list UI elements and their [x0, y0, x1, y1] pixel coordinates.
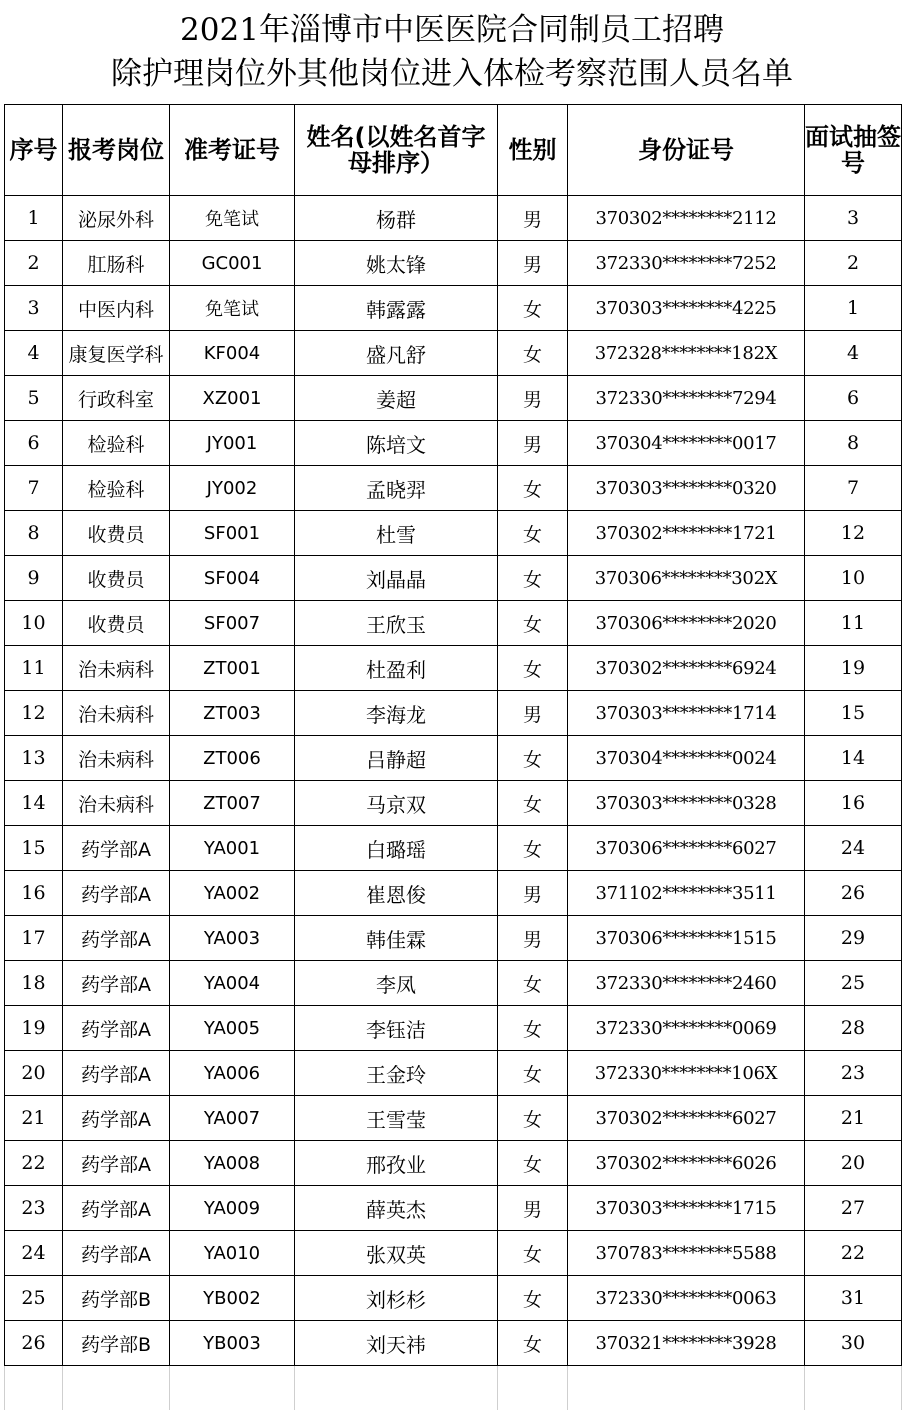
- table-row: [5, 1141, 902, 1186]
- cell-draw-no: 31: [805, 1276, 902, 1321]
- cell-post: 药学部A: [63, 916, 170, 961]
- cell-id-no: 370304********0017: [568, 421, 805, 466]
- cell-id-no: 372330********2460: [568, 961, 805, 1006]
- cell-exam-no: YA003: [170, 916, 295, 961]
- cell-seq: 4: [5, 331, 63, 376]
- cell-id-no: 370302********6027: [568, 1096, 805, 1141]
- cell-post: 肛肠科: [63, 241, 170, 286]
- cell-post: 药学部A: [63, 1006, 170, 1051]
- table-row: [5, 286, 902, 331]
- cell-exam-no: SF007: [170, 601, 295, 646]
- cell-name: 李海龙: [295, 691, 498, 736]
- header-seq: 序号: [5, 105, 63, 196]
- cell-seq: 15: [5, 826, 63, 871]
- cell-id-no: 370303********4225: [568, 286, 805, 331]
- cell-seq: 2: [5, 241, 63, 286]
- cell-gender: 女: [498, 1096, 568, 1141]
- cell-post: 中医内科: [63, 286, 170, 331]
- cell-name: 刘杉杉: [295, 1276, 498, 1321]
- cell-exam-no: SF001: [170, 511, 295, 556]
- cell-gender: 女: [498, 1231, 568, 1276]
- table-row: [5, 691, 902, 736]
- cell-exam-no: GC001: [170, 241, 295, 286]
- cell-draw-no: 25: [805, 961, 902, 1006]
- cell-name: 陈培文: [295, 421, 498, 466]
- cell-gender: 女: [498, 736, 568, 781]
- cell-exam-no: YA006: [170, 1051, 295, 1096]
- table-row: [5, 826, 902, 871]
- cell-gender: 女: [498, 1051, 568, 1096]
- cell-id-no: 372330********0063: [568, 1276, 805, 1321]
- cell-seq: 8: [5, 511, 63, 556]
- cell-exam-no: 免笔试: [170, 286, 295, 331]
- cell-draw-no: 11: [805, 601, 902, 646]
- cell-post: 治未病科: [63, 646, 170, 691]
- table-row: [5, 1096, 902, 1141]
- header-draw-no: 面试抽签号: [805, 105, 902, 196]
- cell-draw-no: 4: [805, 331, 902, 376]
- cell-gender: 男: [498, 691, 568, 736]
- cell-gender: 男: [498, 376, 568, 421]
- cell-post: 治未病科: [63, 781, 170, 826]
- cell-name: 杜雪: [295, 511, 498, 556]
- cell-seq: 10: [5, 601, 63, 646]
- cell-post: 药学部A: [63, 826, 170, 871]
- cell-name: 崔恩俊: [295, 871, 498, 916]
- cell-post: 药学部A: [63, 1051, 170, 1096]
- cell-post: 检验科: [63, 466, 170, 511]
- cell-post: 药学部A: [63, 1186, 170, 1231]
- cell-draw-no: 30: [805, 1321, 902, 1366]
- title-line-1: 2021年淄博市中医医院合同制员工招聘: [0, 0, 904, 52]
- cell-gender: 女: [498, 646, 568, 691]
- cell-post: 药学部A: [63, 1231, 170, 1276]
- cell-name: 韩佳霖: [295, 916, 498, 961]
- header-post: 报考岗位: [63, 105, 170, 196]
- cell-seq: 18: [5, 961, 63, 1006]
- cell-exam-no: YA004: [170, 961, 295, 1006]
- cell-id-no: 370303********1715: [568, 1186, 805, 1231]
- cell-id-no: 370304********0024: [568, 736, 805, 781]
- cell-exam-no: YB003: [170, 1321, 295, 1366]
- cell-seq: 12: [5, 691, 63, 736]
- cell-draw-no: 19: [805, 646, 902, 691]
- cell-seq: 25: [5, 1276, 63, 1321]
- cell-seq: 19: [5, 1006, 63, 1051]
- cell-gender: 女: [498, 556, 568, 601]
- cell-id-no: 372330********7252: [568, 241, 805, 286]
- cell-post: 药学部A: [63, 1096, 170, 1141]
- cell-id-no: 371102********3511: [568, 871, 805, 916]
- header-name: 姓名(以姓名首字母排序）: [295, 105, 498, 196]
- cell-id-no: 372330********7294: [568, 376, 805, 421]
- cell-draw-no: 16: [805, 781, 902, 826]
- table-row: [5, 871, 902, 916]
- cell-id-no: 372328********182X: [568, 331, 805, 376]
- cell-name: 邢孜业: [295, 1141, 498, 1186]
- cell-draw-no: 28: [805, 1006, 902, 1051]
- cell-gender: 男: [498, 916, 568, 961]
- cell-seq: 3: [5, 286, 63, 331]
- table-row: [5, 1051, 902, 1096]
- candidate-table: [4, 104, 902, 1410]
- cell-seq: 16: [5, 871, 63, 916]
- cell-id-no: 370783********5588: [568, 1231, 805, 1276]
- cell-seq: 26: [5, 1321, 63, 1366]
- cell-exam-no: YA009: [170, 1186, 295, 1231]
- cell-seq: 20: [5, 1051, 63, 1096]
- cell-seq: 1: [5, 196, 63, 241]
- cell-seq: 13: [5, 736, 63, 781]
- cell-post: 治未病科: [63, 736, 170, 781]
- cell-name: 杨群: [295, 196, 498, 241]
- cell-gender: 女: [498, 511, 568, 556]
- cell-seq: 11: [5, 646, 63, 691]
- cell-name: 李凤: [295, 961, 498, 1006]
- cell-post: 药学部A: [63, 871, 170, 916]
- cell-draw-no: 1: [805, 286, 902, 331]
- cell-id-no: 370306********2020: [568, 601, 805, 646]
- title-line-2: 除护理岗位外其他岗位进入体检考察范围人员名单: [0, 52, 904, 96]
- cell-post: 收费员: [63, 601, 170, 646]
- cell-post: 行政科室: [63, 376, 170, 421]
- table-row: [5, 961, 902, 1006]
- header-row: [5, 105, 902, 196]
- cell-id-no: 370302********6924: [568, 646, 805, 691]
- cell-id-no: 370302********1721: [568, 511, 805, 556]
- cell-draw-no: 26: [805, 871, 902, 916]
- cell-name: 孟晓羿: [295, 466, 498, 511]
- page-title: [0, 0, 904, 104]
- table-row: [5, 1321, 902, 1366]
- cell-exam-no: YA010: [170, 1231, 295, 1276]
- cell-gender: 男: [498, 421, 568, 466]
- cell-post: 收费员: [63, 511, 170, 556]
- cell-name: 吕静超: [295, 736, 498, 781]
- cell-seq: 17: [5, 916, 63, 961]
- cell-seq: 21: [5, 1096, 63, 1141]
- table-row: [5, 736, 902, 781]
- table-row: [5, 511, 902, 556]
- table-row: [5, 556, 902, 601]
- cell-exam-no: ZT001: [170, 646, 295, 691]
- cell-name: 姚太锋: [295, 241, 498, 286]
- table-row: [5, 421, 902, 466]
- cell-draw-no: 8: [805, 421, 902, 466]
- cell-name: 马京双: [295, 781, 498, 826]
- cell-draw-no: 22: [805, 1231, 902, 1276]
- cell-id-no: 370306********1515: [568, 916, 805, 961]
- cell-post: 药学部A: [63, 1141, 170, 1186]
- cell-gender: 女: [498, 286, 568, 331]
- table-row: [5, 376, 902, 421]
- cell-name: 姜超: [295, 376, 498, 421]
- cell-gender: 男: [498, 1186, 568, 1231]
- cell-name: 刘晶晶: [295, 556, 498, 601]
- cell-exam-no: XZ001: [170, 376, 295, 421]
- cell-id-no: 370302********6026: [568, 1141, 805, 1186]
- cell-id-no: 370321********3928: [568, 1321, 805, 1366]
- cell-exam-no: ZT003: [170, 691, 295, 736]
- cell-name: 杜盈利: [295, 646, 498, 691]
- cell-post: 药学部B: [63, 1321, 170, 1366]
- cell-seq: 23: [5, 1186, 63, 1231]
- cell-seq: 14: [5, 781, 63, 826]
- cell-name: 盛凡舒: [295, 331, 498, 376]
- cell-draw-no: 21: [805, 1096, 902, 1141]
- cell-draw-no: 14: [805, 736, 902, 781]
- cell-gender: 男: [498, 196, 568, 241]
- cell-gender: 女: [498, 1321, 568, 1366]
- table-body: [5, 196, 902, 1410]
- cell-exam-no: YB002: [170, 1276, 295, 1321]
- cell-exam-no: SF004: [170, 556, 295, 601]
- cell-id-no: 370302********2112: [568, 196, 805, 241]
- cell-gender: 女: [498, 1141, 568, 1186]
- cell-draw-no: 3: [805, 196, 902, 241]
- table-row: [5, 196, 902, 241]
- cell-seq: 24: [5, 1231, 63, 1276]
- table-row: [5, 1186, 902, 1231]
- cell-gender: 女: [498, 826, 568, 871]
- cell-draw-no: 2: [805, 241, 902, 286]
- cell-seq: 5: [5, 376, 63, 421]
- cell-draw-no: 15: [805, 691, 902, 736]
- cell-id-no: 370303********1714: [568, 691, 805, 736]
- cell-draw-no: 20: [805, 1141, 902, 1186]
- cell-draw-no: 23: [805, 1051, 902, 1096]
- cell-gender: 女: [498, 466, 568, 511]
- cell-gender: 女: [498, 331, 568, 376]
- cell-exam-no: KF004: [170, 331, 295, 376]
- cell-exam-no: YA002: [170, 871, 295, 916]
- cell-post: 治未病科: [63, 691, 170, 736]
- cell-gender: 女: [498, 1276, 568, 1321]
- header-id-no: 身份证号: [568, 105, 805, 196]
- cell-name: 李钰洁: [295, 1006, 498, 1051]
- cell-seq: 7: [5, 466, 63, 511]
- cell-exam-no: YA007: [170, 1096, 295, 1141]
- cell-gender: 女: [498, 781, 568, 826]
- cell-gender: 男: [498, 241, 568, 286]
- cell-exam-no: JY002: [170, 466, 295, 511]
- table-row: [5, 646, 902, 691]
- cell-name: 张双英: [295, 1231, 498, 1276]
- cell-exam-no: YA001: [170, 826, 295, 871]
- cell-exam-no: YA005: [170, 1006, 295, 1051]
- cell-seq: 9: [5, 556, 63, 601]
- cell-id-no: 370303********0320: [568, 466, 805, 511]
- cell-gender: 女: [498, 1006, 568, 1051]
- cell-draw-no: 12: [805, 511, 902, 556]
- cell-draw-no: 27: [805, 1186, 902, 1231]
- cell-seq: 6: [5, 421, 63, 466]
- table-row: [5, 241, 902, 286]
- table-row: [5, 781, 902, 826]
- table-row: [5, 466, 902, 511]
- cell-exam-no: 免笔试: [170, 196, 295, 241]
- cell-name: 韩露露: [295, 286, 498, 331]
- cell-post: 药学部B: [63, 1276, 170, 1321]
- cell-draw-no: 7: [805, 466, 902, 511]
- cell-draw-no: 10: [805, 556, 902, 601]
- cell-post: 收费员: [63, 556, 170, 601]
- cell-post: 药学部A: [63, 961, 170, 1006]
- header-gender: 性别: [498, 105, 568, 196]
- cell-name: 王雪莹: [295, 1096, 498, 1141]
- table-row: [5, 1006, 902, 1051]
- cell-gender: 女: [498, 601, 568, 646]
- cell-post: 检验科: [63, 421, 170, 466]
- cell-draw-no: 29: [805, 916, 902, 961]
- cell-id-no: 372330********106X: [568, 1051, 805, 1096]
- cell-name: 王金玲: [295, 1051, 498, 1096]
- cell-name: 刘天祎: [295, 1321, 498, 1366]
- table-row: [5, 331, 902, 376]
- table-row: [5, 1276, 902, 1321]
- cell-name: 薛英杰: [295, 1186, 498, 1231]
- cell-draw-no: 6: [805, 376, 902, 421]
- cell-seq: 22: [5, 1141, 63, 1186]
- cell-exam-no: JY001: [170, 421, 295, 466]
- cell-id-no: 370303********0328: [568, 781, 805, 826]
- header-exam-no: 准考证号: [170, 105, 295, 196]
- cell-exam-no: ZT007: [170, 781, 295, 826]
- cell-gender: 男: [498, 871, 568, 916]
- cell-post: 泌尿外科: [63, 196, 170, 241]
- cell-post: 康复医学科: [63, 331, 170, 376]
- table-row: [5, 601, 902, 646]
- cell-gender: 女: [498, 961, 568, 1006]
- cell-id-no: 370306********302X: [568, 556, 805, 601]
- cell-id-no: 370306********6027: [568, 826, 805, 871]
- cell-exam-no: ZT006: [170, 736, 295, 781]
- cell-exam-no: YA008: [170, 1141, 295, 1186]
- cell-draw-no: 24: [805, 826, 902, 871]
- table-row: [5, 916, 902, 961]
- cell-name: 白璐瑶: [295, 826, 498, 871]
- cell-id-no: 372330********0069: [568, 1006, 805, 1051]
- cell-name: 王欣玉: [295, 601, 498, 646]
- table-row: [5, 1231, 902, 1276]
